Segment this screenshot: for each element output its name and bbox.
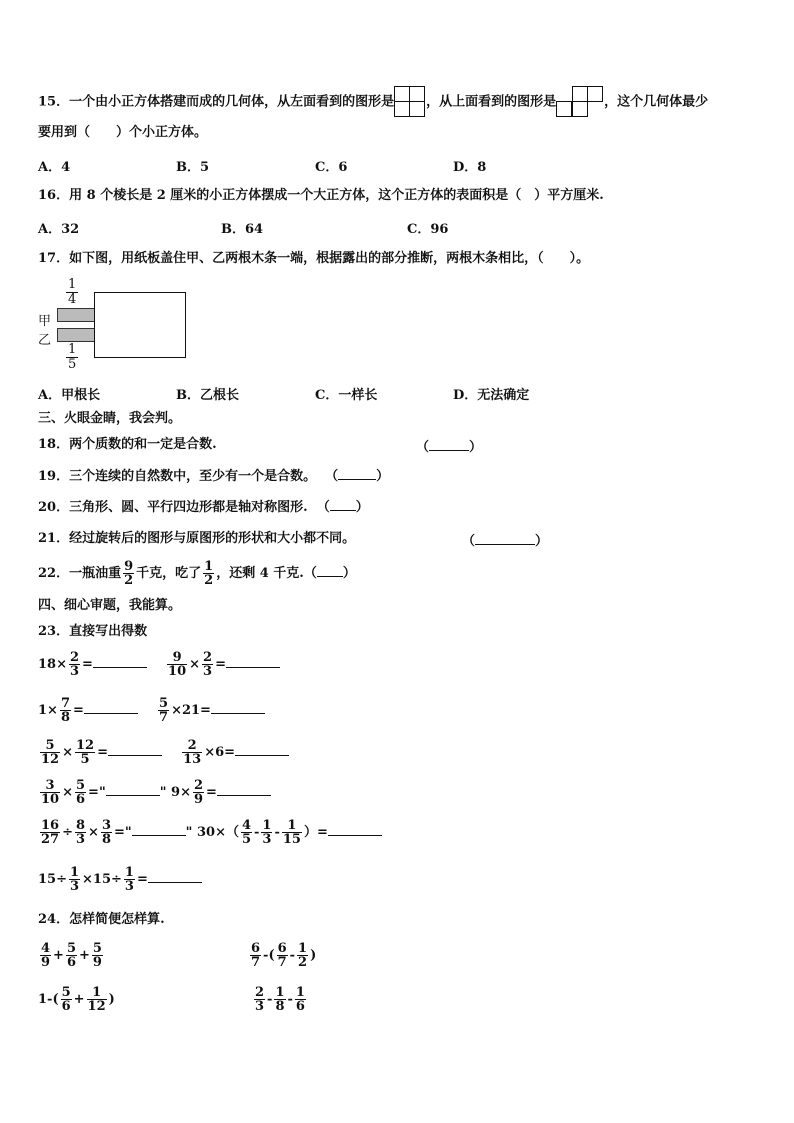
stick-yi bbox=[57, 328, 97, 342]
q19-line bbox=[38, 467, 389, 486]
answer-blank[interactable] bbox=[93, 655, 147, 668]
q16-option-b[interactable]: B．64 bbox=[221, 222, 264, 237]
cardboard bbox=[94, 292, 186, 358]
q20-answer-blank[interactable]: （ ） bbox=[316, 500, 369, 515]
q23-row4: $\frac{3}{10}$ × $\frac{5}{6}$ =" " 9× $\frac{2}{9}$ = bbox=[38, 779, 271, 806]
q20-line bbox=[38, 498, 369, 517]
q19-answer-blank[interactable]: （ ） bbox=[325, 469, 390, 484]
q15-text-part2: ，从上面看到的图形是 bbox=[426, 94, 557, 110]
q15-option-a[interactable]: A．4 bbox=[38, 160, 71, 175]
q17-option-d[interactable]: D．无法确定 bbox=[453, 388, 530, 403]
q17-text: 17．如下图，用纸板盖住甲、乙两根木条一端，根据露出的部分推断，两根木条相比，（ ）。 bbox=[38, 251, 590, 266]
q23-row3: $\frac{5}{12}$ × $\frac{12}{5}$ = $\frac{2}{13}$ ×6= bbox=[38, 739, 289, 766]
q15-line1 bbox=[38, 86, 708, 118]
q15-option-c[interactable]: C．6 bbox=[315, 160, 348, 175]
q15-option-b[interactable]: B．5 bbox=[176, 160, 210, 175]
q23-row5: $\frac{16}{27}$ ÷ $\frac{8}{3}$ × $\frac{3}{8}$ =" " 30×（ $\frac{4}{5}$ - $\frac{1}{3}$ - $\frac{1}{15}$ ）= bbox=[38, 819, 382, 846]
q24-expr1: $\frac{4}{9}$ + $\frac{5}{6}$ + $\frac{5}{9}$ bbox=[41, 941, 102, 970]
label-yi: 乙 bbox=[38, 333, 52, 348]
answer-blank[interactable] bbox=[226, 655, 280, 668]
q17-option-c[interactable]: C．一样长 bbox=[315, 388, 378, 403]
q16-text: 16．用 8 个棱长是 2 厘米的小正方体摆成一个大正方体，这个正方体的表面积是（ ）平方厘米. bbox=[38, 188, 604, 203]
answer-blank[interactable] bbox=[217, 783, 271, 796]
q23-row2: 1× $\frac{7}{8}$ = $\frac{5}{7}$ ×21= bbox=[38, 697, 265, 724]
bottom-fraction: 1 5 bbox=[68, 342, 77, 372]
section4-title: 四、细心审题，我能算。 bbox=[38, 598, 182, 613]
q21-text: 21．经过旋转后的图形与原图形的形状和大小都不同。 bbox=[38, 531, 356, 546]
q22-answer-blank[interactable] bbox=[317, 564, 343, 577]
q24-expr2: $\frac{6}{7}$ -( $\frac{6}{7}$ - $\frac{1}{2}$ ) bbox=[251, 941, 317, 970]
top-view-figure bbox=[556, 86, 604, 118]
answer-blank[interactable] bbox=[235, 743, 289, 756]
q24-expr3: 1-( $\frac{5}{6}$ + $\frac{1}{12}$ ) bbox=[38, 985, 115, 1014]
q24-expr4: $\frac{2}{3}$ - $\frac{1}{8}$ - $\frac{1}{6}$ bbox=[255, 985, 305, 1014]
q23-title: 23．直接写出得数 bbox=[38, 624, 148, 639]
q16-option-c[interactable]: C．96 bbox=[407, 222, 449, 237]
q16-option-a[interactable]: A．32 bbox=[38, 222, 80, 237]
answer-blank[interactable] bbox=[132, 823, 186, 836]
q21-answer-blank[interactable]: （ ） bbox=[462, 534, 549, 549]
q17-option-a[interactable]: A．甲根长 bbox=[38, 388, 101, 403]
answer-blank[interactable] bbox=[108, 743, 162, 756]
q17-figure bbox=[36, 278, 196, 374]
q15-text-part3: ，这个几何体最少 bbox=[604, 94, 709, 110]
q22-line: 22．一瓶油重 $\frac{9}{2}$ 千克，吃了 $\frac{1}{2}$ ，还剩 4 千克.（ ） bbox=[38, 559, 356, 588]
q19-text: 19．三个连续的自然数中，至少有一个是合数。 bbox=[38, 469, 317, 484]
top-fraction: 1 4 bbox=[68, 277, 77, 307]
stick-jia bbox=[57, 308, 97, 322]
section3-title: 三、火眼金睛，我会判。 bbox=[38, 411, 182, 426]
q15-line2: 要用到（ ）个小正方体。 bbox=[38, 125, 208, 140]
answer-blank[interactable] bbox=[328, 823, 382, 836]
answer-blank[interactable] bbox=[148, 870, 202, 883]
q15-option-d[interactable]: D．8 bbox=[453, 160, 487, 175]
q20-text: 20．三角形、圆、平行四边形都是轴对称图形. bbox=[38, 500, 308, 515]
q23-row1: 18× $\frac{2}{3}$ = $\frac{9}{10}$ × $\frac{2}{3}$ = bbox=[38, 651, 280, 678]
label-jia: 甲 bbox=[38, 314, 52, 329]
q17-option-b[interactable]: B．乙根长 bbox=[176, 388, 239, 403]
q15-text-part1: 15．一个由小正方体搭建而成的几何体，从左面看到的图形是 bbox=[38, 94, 395, 110]
q24-title: 24．怎样简便怎样算. bbox=[38, 912, 165, 927]
left-view-figure bbox=[394, 86, 426, 118]
answer-blank[interactable] bbox=[84, 701, 138, 714]
answer-blank[interactable] bbox=[211, 701, 265, 714]
q23-row6: 15÷ $\frac{1}{3}$ ×15÷ $\frac{1}{3}$ = bbox=[38, 866, 202, 893]
answer-blank[interactable] bbox=[106, 783, 160, 796]
q18-text: 18．两个质数的和一定是合数. bbox=[38, 437, 217, 452]
q18-answer-blank[interactable]: （ ） bbox=[416, 440, 483, 455]
